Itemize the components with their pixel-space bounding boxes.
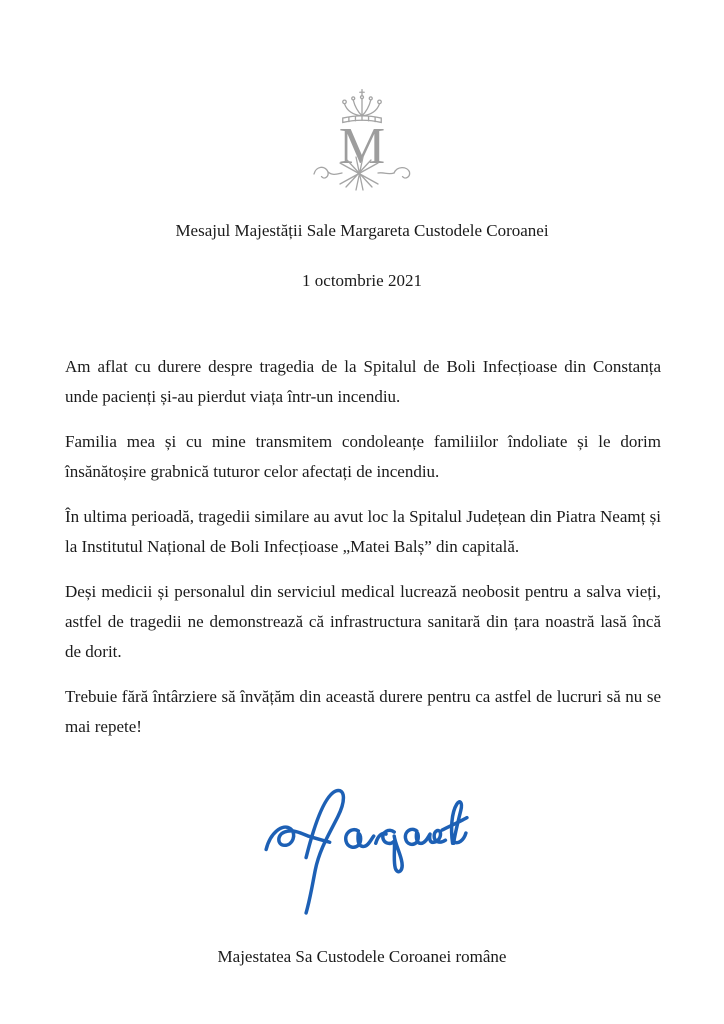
paragraph: Deși medicii și personalul din serviciul medical lucrează neobosit pentru a salva vieți, astfel de tragedii ne demonstrează că infrastructura sanitară din țara noastră lasă încă de dorit. [65, 582, 661, 661]
paragraph: În ultima perioadă, tragedii similare au avut loc la Spitalul Județean din Piatra Neamț și la Institutul Național de Boli Infecțioase „Matei Balș” din capitală. [65, 507, 661, 556]
paragraph: Am aflat cu durere despre tragedia de la Spitalul de Boli Infecțioase din Constanța unde pacienți și-au pierdut viața într-un incendiu. [65, 357, 661, 406]
message-title: Mesajul Majestății Sale Margareta Custodele Coroanei [175, 221, 549, 240]
paragraph: Trebuie fără întârziere să învățăm din această durere pentru ca astfel de lucruri să nu se mai repete! [65, 687, 661, 736]
message-date: 1 octombrie 2021 [302, 271, 422, 290]
paragraph: Familia mea și cu mine transmitem condoleanțe familiilor îndoliate și le dorim însănătoșire grabnică tuturor celor afectați de incendiu. [65, 432, 661, 481]
signature [260, 783, 470, 923]
monogram-letter: M [338, 118, 386, 175]
crown-icon [334, 88, 390, 128]
closing-line: Majestatea Sa Custodele Coroanei române [217, 947, 507, 966]
royal-monogram [0, 88, 724, 192]
handwritten-signature-icon [260, 783, 470, 923]
message-body [65, 352, 661, 757]
monogram-flourish-icon [312, 154, 412, 192]
